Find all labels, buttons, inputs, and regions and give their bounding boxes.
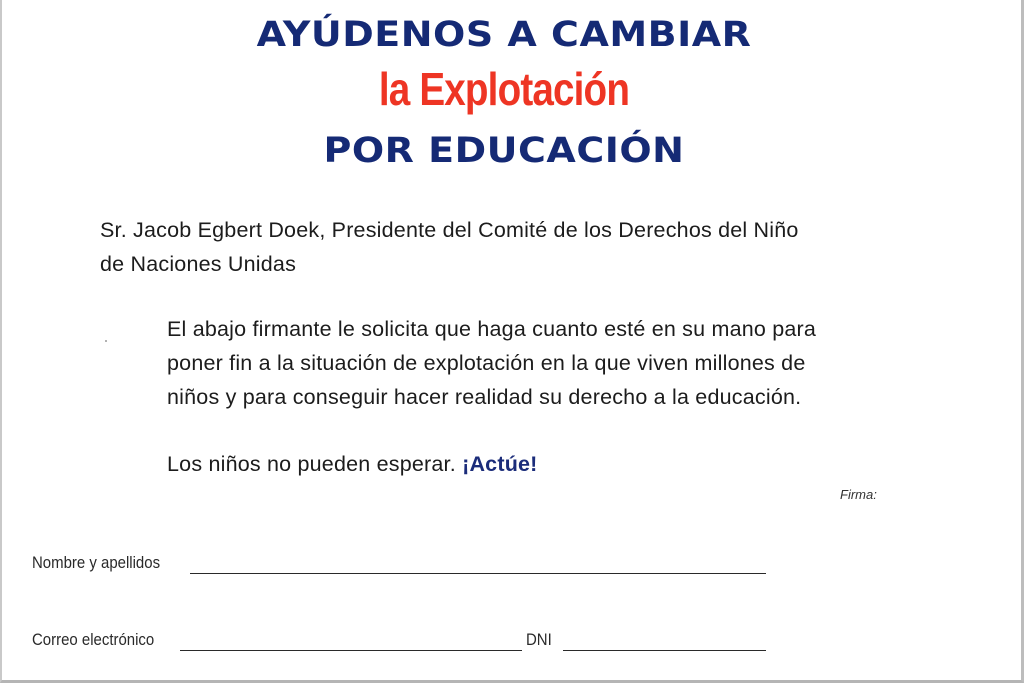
email-field-line[interactable] xyxy=(180,650,522,651)
name-field-label-row xyxy=(32,553,178,573)
call-to-action: ¡Actúe! xyxy=(462,452,538,476)
closing-line xyxy=(167,447,538,481)
petition-line-1: El abajo firmante le solicita que haga cuanto esté en su mano para xyxy=(167,317,817,341)
addressee xyxy=(100,213,930,281)
addressee-line-2: de Naciones Unidas xyxy=(100,252,297,276)
petition-line-3: niños y para conseguir hacer realidad su derecho a la educación. xyxy=(167,385,802,409)
id-field-line[interactable] xyxy=(563,650,766,651)
name-field-line[interactable] xyxy=(190,573,766,574)
scan-speck xyxy=(105,340,107,342)
email-field-label: Correo electrónico xyxy=(32,630,155,649)
addressee-line-1: Sr. Jacob Egbert Doek, Presidente del Comité de los Derechos del Niño xyxy=(100,218,799,242)
id-field-label-row xyxy=(526,630,555,650)
id-field-label: DNI xyxy=(526,630,552,649)
heading-line-3: POR EDUCACIÓN xyxy=(323,129,685,171)
heading-line-2: la Explotación xyxy=(378,63,630,115)
signature-label: Firma: xyxy=(840,487,877,502)
petition-line-2: poner fin a la situación de explotación en la que viven millones de xyxy=(167,351,806,375)
closing-text: Los niños no pueden esperar. xyxy=(167,452,456,476)
name-field-label: Nombre y apellidos xyxy=(32,553,161,572)
heading-line-1: AYÚDENOS A CAMBIAR xyxy=(256,13,752,55)
petition-text xyxy=(167,312,947,414)
email-field-label-row xyxy=(32,630,171,650)
